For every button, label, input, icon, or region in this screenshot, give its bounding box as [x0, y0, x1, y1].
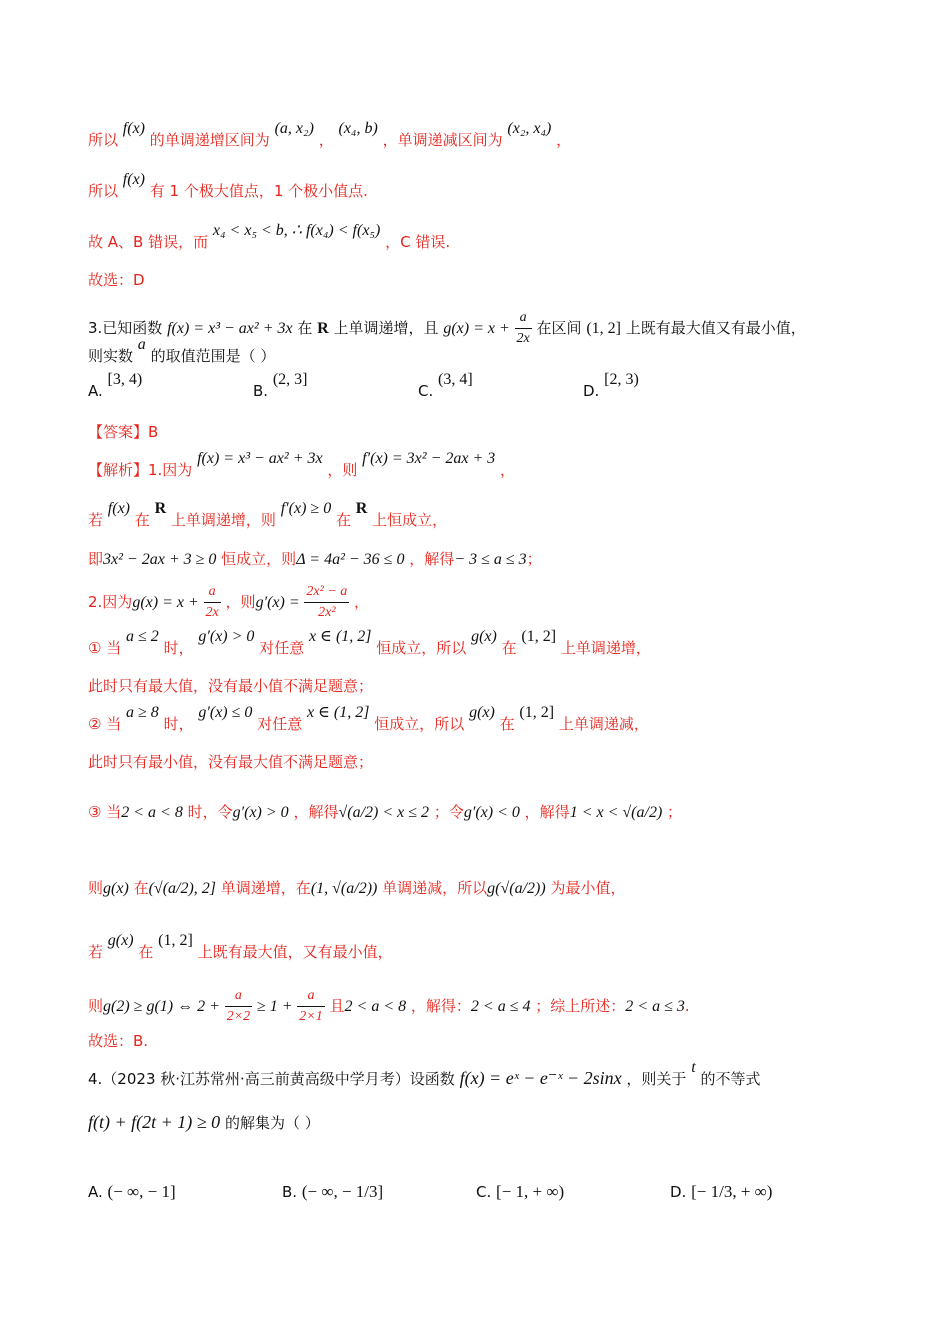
text: 所以	[88, 182, 119, 200]
option-d: D. [2, 3)	[583, 371, 639, 400]
solution-line: 【解析】1.因为 f(x) = x³ − ax² + 3x ，则 f′(x) = 3x² − 2ax + 3 ，	[88, 450, 516, 479]
option-a: A. [3, 4)	[88, 371, 143, 400]
text: 有 1 个极大值点，1 个极小值点.	[149, 182, 368, 200]
solution-line: 2.因为g(x) = x + $\frac{a}{2x}$ ，则g′(x) = $\frac{\text{2x² − a}}{\text{2x²}}$ ，	[88, 582, 369, 623]
math: (x₄, b)	[338, 120, 378, 137]
question-4-cont: f(t) + f(2t + 1) ≥ 0 的解集为（ ）	[88, 1112, 320, 1132]
case-1: ① 当 a ≤ 2 时， g′(x) > 0 对任意 x ∈ (1, 2] 恒成立，所以 g(x) 在 (1, 2] 上单调递增，	[88, 628, 651, 657]
text-line: 此时只有最小值，没有最大值不满足题意；	[88, 753, 374, 771]
text-line	[88, 120, 572, 151]
math: g(x) = x +	[443, 320, 510, 337]
text: 上单调递增，且	[333, 319, 439, 337]
text: 故 A、B 错误，而	[88, 233, 209, 251]
fraction: $\frac{a}{2\times 1}$	[299, 988, 323, 1024]
case-2: ② 当 a ≥ 8 时， g′(x) ≤ 0 对任意 x ∈ (1, 2] 恒成立，所以 g(x) 在 (1, 2] 上单调递减，	[88, 704, 649, 733]
solution-line: 则g(x) 在(√(a/2), 2] 单调递增，在(1, √(a/2)) 单调递减，所以g(√(a/2)) 为最小值，	[88, 879, 626, 897]
text-line	[88, 222, 451, 253]
text: 在区间	[536, 319, 582, 337]
case-3: ③ 当2 < a < 8 时，令g′(x) > 0 ，解得√(a/2) < x ≤ 2 ；令g′(x) < 0 ，解得1 < x < √(a/2) ；	[88, 803, 683, 821]
text: 所以	[88, 131, 119, 149]
text-line: 故选：D	[88, 271, 145, 289]
solution-line: 若 g(x) 在 (1, 2] 上既有最大值，又有最小值，	[88, 932, 393, 961]
fraction: $\frac{a}{2x}$	[205, 584, 219, 620]
math: (a, x₂)	[274, 120, 314, 137]
answer: 【答案】B	[88, 423, 159, 441]
solution-line: 则g(2) ≥ g(1) ⇔ 2 + $\frac{a}{2\times 2}$ ≥ 1 + $\frac{a}{2\times 1}$ 且2 < a < 8 ，解得：2 < a ≤ 4 ；综上所述：2 < a ≤ 3.	[88, 986, 690, 1027]
fraction: $\frac{a}{2\times 2}$	[226, 988, 251, 1024]
text: ，	[318, 131, 334, 149]
text-line: 故选：B.	[88, 1032, 149, 1050]
question-3-cont	[88, 336, 276, 367]
text: 3.已知函数	[88, 319, 163, 337]
text: 上既有最大值又有最小值，	[625, 319, 806, 337]
question-3	[88, 308, 806, 349]
option-b: B. (2, 3]	[253, 371, 308, 400]
option-a: A. (− ∞, − 1]	[88, 1182, 176, 1201]
text: 的单调递增区间为	[149, 131, 270, 149]
math: (1, 2]	[586, 320, 621, 337]
fraction: $\frac{\text{2x² − a}}{\text{2x²}}$	[306, 584, 348, 620]
math: (x₂, x₄)	[507, 120, 552, 137]
option-c: C. [− 1, + ∞)	[476, 1182, 565, 1201]
math: f(x) = x³ − ax² + 3x	[167, 320, 293, 337]
text: ，	[556, 131, 572, 149]
text: ，单调递减区间为	[382, 131, 503, 149]
text-line	[88, 171, 368, 202]
text: 在	[297, 319, 313, 337]
option-d: D. [− 1/3, + ∞)	[670, 1182, 773, 1201]
text: ，C 错误.	[385, 233, 451, 251]
math: f(x)	[122, 171, 145, 188]
math: R	[317, 320, 329, 337]
math: x₄ < x₅ < b, ∴ f(x₄) < f(x₅)	[212, 222, 381, 239]
solution-line: 即3x² − 2ax + 3 ≥ 0 恒成立，则Δ = 4a² − 36 ≤ 0 ，解得− 3 ≤ a ≤ 3；	[88, 550, 542, 568]
text-line: 此时只有最大值，没有最小值不满足题意；	[88, 677, 374, 695]
text: 的取值范围是（ ）	[150, 347, 276, 365]
math: f(x)	[122, 120, 145, 137]
text: 则实数	[88, 347, 134, 365]
option-b: B. (− ∞, − 1/3]	[282, 1182, 384, 1201]
fraction: $\frac{a}{2x}$	[516, 310, 530, 346]
option-c: C. (3, 4]	[418, 371, 473, 400]
math: a	[137, 336, 146, 353]
question-4: 4.（2023 秋·江苏常州·高三前黄高级中学月考）设函数 f(x) = eˣ − e⁻ˣ − 2sinx ，则关于 t 的不等式	[88, 1059, 761, 1088]
solution-line: 若 f(x) 在 R 上单调递增，则 f′(x) ≥ 0 在 R 上恒成立，	[88, 500, 448, 529]
